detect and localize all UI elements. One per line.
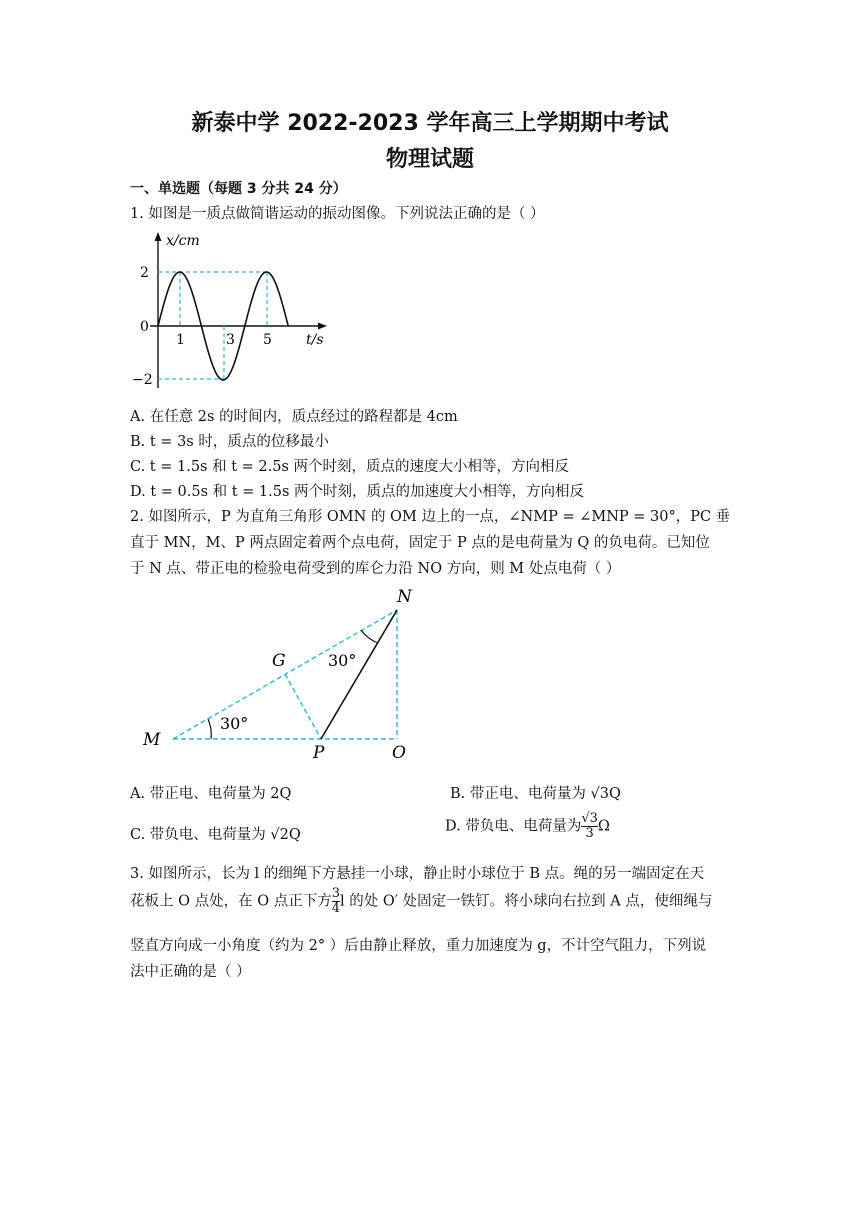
y-axis-arrow	[155, 232, 162, 241]
label-M: M	[143, 730, 161, 750]
q2-stem-line2: 直于 MN，M、P 两点固定着两个点电荷，固定于 P 点的是电荷量为 Q 的负电荷。已知位	[130, 535, 710, 551]
x-tick-1: 1	[176, 332, 185, 348]
q2-stem-line1: 2. 如图所示，P 为直角三角形 OMN 的 OM 边上的一点，∠NMP = ∠MNP = 30°，PC 垂	[130, 509, 731, 525]
x-axis-arrow	[318, 323, 327, 330]
angle-label-N: 30°	[328, 651, 357, 670]
label-P: P	[313, 743, 325, 763]
angle-label-M: 30°	[220, 714, 249, 733]
q1-option-c: C. t = 1.5s 和 t = 2.5s 两个时刻，质点的速度大小相等，方向相反	[130, 459, 570, 475]
fraction-denominator: 4	[331, 901, 340, 916]
q2-option-d-text: D. 带负电、电荷量为	[445, 818, 582, 835]
page-subtitle: 物理试题	[385, 147, 474, 172]
q3-line3: 竖直方向成一小角度（约为 2° ）后由静止释放，重力加速度为 g，不计空气阻力，下列说	[130, 938, 707, 954]
q2-stem-line3: 于 N 点、带正电的检验电荷受到的库仑力沿 NO 方向，则 M 处点电荷（ ）	[130, 561, 621, 577]
fraction-numerator: 3	[331, 886, 340, 901]
q1-option-b: B. t = 3s 时，质点的位移最小	[130, 434, 329, 450]
y-axis-label: x/cm	[166, 233, 200, 249]
q2-option-a: A. 带正电、电荷量为 2Q	[130, 786, 292, 802]
y-tick-0: 0	[140, 319, 149, 335]
q2-option-d-unit: Ω	[597, 818, 610, 835]
label-O: O	[392, 743, 406, 763]
fraction-numerator: √3	[581, 811, 598, 826]
q3-line2	[130, 887, 712, 916]
angle-arc-N	[361, 630, 378, 643]
section-heading: 一、单选题（每题 3 分共 24 分）	[130, 181, 347, 197]
fraction-sqrt3-over-3	[581, 812, 598, 841]
q2-triangle-figure	[135, 582, 425, 767]
q2-option-d	[445, 812, 610, 841]
dashed-edges	[173, 610, 397, 739]
y-tick-2: 2	[140, 265, 149, 281]
q2-option-b: B. 带正电、电荷量为 √3Q	[450, 786, 621, 802]
fraction-3-over-4	[332, 887, 340, 916]
fraction-denominator: 3	[581, 826, 598, 841]
q1-stem: 1. 如图是一质点做简谐运动的振动图像。下列说法正确的是（ ）	[130, 206, 545, 222]
q3-line1: 3. 如图所示，长为 l 的细绳下方悬挂一小球，静止时小球位于 B 点。绳的另一端固定在天	[130, 866, 705, 882]
q3-line2-post: l 的处 O′ 处固定一铁钉。将小球向右拉到 A 点，使细绳与	[340, 893, 713, 910]
x-tick-3: 3	[226, 332, 235, 348]
q1-option-a: A. 在任意 2s 的时间内，质点经过的路程都是 4cm	[130, 409, 458, 425]
label-G: G	[272, 651, 286, 671]
q1-vibration-graph	[130, 228, 335, 398]
y-tick-neg2: −2	[132, 372, 153, 388]
q2-option-c: C. 带负电、电荷量为 √2Q	[130, 827, 301, 843]
x-axis-label: t/s	[306, 332, 324, 348]
q1-option-d: D. t = 0.5s 和 t = 1.5s 两个时刻，质点的加速度大小相等，方向相反	[130, 484, 585, 500]
segment-PN	[321, 610, 397, 739]
q3-line4: 法中正确的是（ ）	[130, 964, 251, 980]
label-N: N	[397, 587, 412, 607]
angle-arc-M	[208, 719, 211, 739]
q3-line2-pre: 花板上 O 点处，在 O 点正下方	[130, 893, 332, 910]
page-title: 新泰中学 2022-2023 学年高三上学期期中考试	[191, 111, 669, 136]
x-tick-5: 5	[263, 332, 272, 348]
